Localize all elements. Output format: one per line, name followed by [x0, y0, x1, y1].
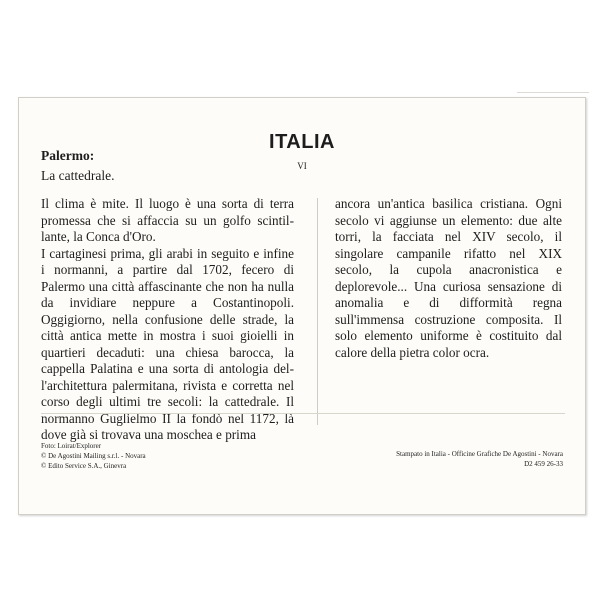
credit-line: Foto: Loirat/Explorer	[41, 442, 102, 450]
photo-credits	[41, 441, 146, 471]
printer-line: Stampato in Italia - Officine Grafiche De Agostini - Novara	[396, 450, 563, 458]
postcard-back	[18, 97, 586, 515]
credit-line: © De Agostini Mailing s.r.l. - Novara	[41, 452, 146, 460]
paragraph: ancora un'antica basilica cristiana. Ogni secolo vi aggiunse un elemento: due alte torri, la facciata nel XIV secolo, il singolare campanile rifatto nel XIX secolo, la cupola anacronistica e deplorevole... Una curiosa sensazione di anomalia e di difformità regna sull'immensa costruzione composita. Il solo elemento uniforme è costituito dal calore della pietra color ocra.	[335, 196, 562, 360]
credit-line: © Edito Service S.A., Ginevra	[41, 462, 127, 470]
footer-rule	[41, 413, 565, 414]
plate-number: VI	[297, 161, 307, 171]
product-code: D2 459 26-33	[524, 460, 563, 468]
paragraph: I cartaginesi prima, gli arabi in seguito e infine i normanni, a partire dal 1702, fecero di Palermo una città affascinante che non ha nulla da invidiare neppure a Costantinopoli. Oggigiorno, nella confusione delle strade, la città antica mette in mostra i suoi gioielli in quartieri decaduti: una chiesa barocca, la cappella Palatina e una sorta di antologia dell'architettura palermitana, rivista e corretta nel corso degli ultimi tre secoli: la cattedrale. Il normanno Guglielmo II la fondò nel 1172, là dove già si trovava una moschea e prima	[41, 245, 294, 442]
place-heading: Palermo:	[41, 148, 95, 163]
subject-heading: La cattedrale.	[41, 168, 115, 183]
text-column-left	[41, 196, 294, 444]
card-title: ITALIA	[269, 131, 335, 153]
printer-info	[396, 449, 563, 469]
text-column-right	[335, 196, 562, 361]
column-divider	[317, 198, 318, 425]
paragraph: Il clima è mite. Il luogo è una sorta di terra promessa che si affaccia su un golfo scintillante, la Conca d'Oro.	[41, 196, 294, 244]
